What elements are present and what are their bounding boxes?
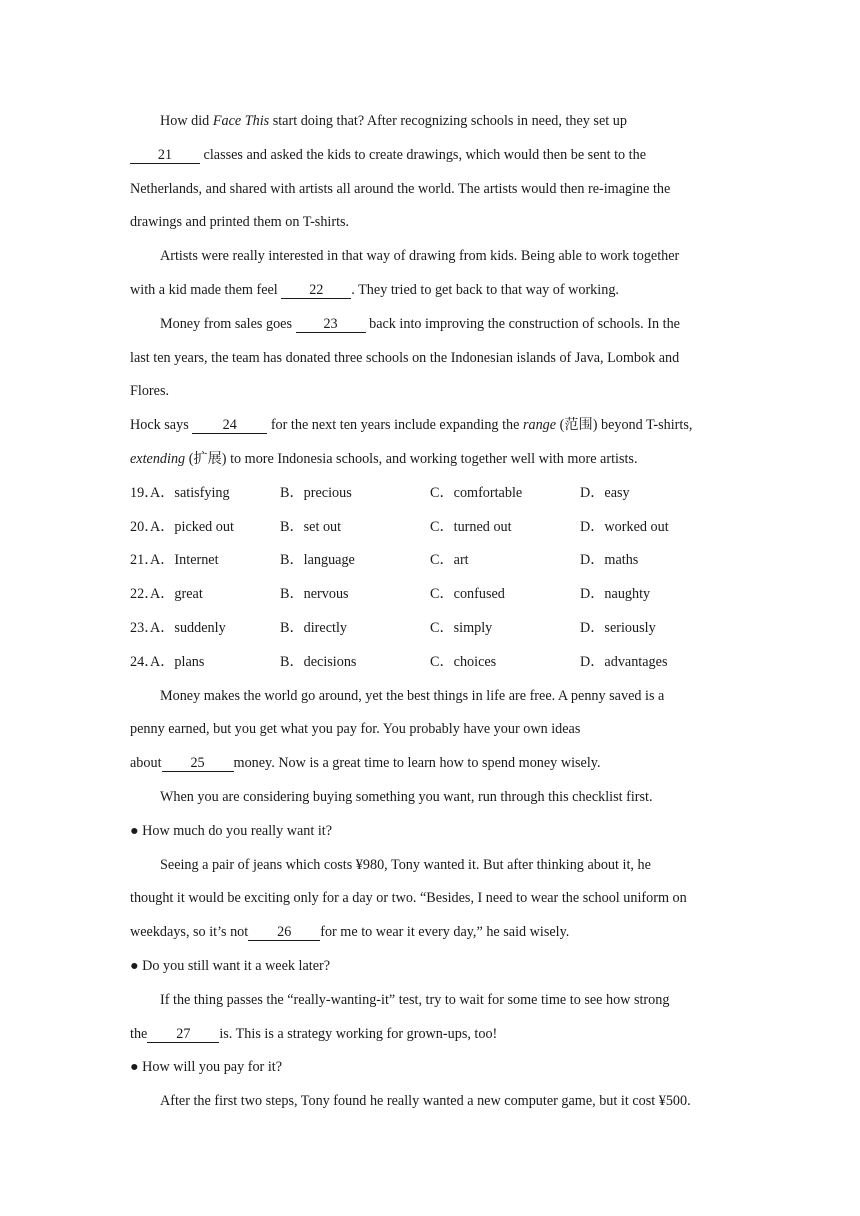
option-a: A．great bbox=[150, 586, 203, 603]
checklist-question: ● How will you pay for it? bbox=[130, 1059, 282, 1076]
question-options bbox=[130, 578, 730, 612]
checklist-question: ● How much do you really want it? bbox=[130, 822, 333, 839]
question-options bbox=[130, 612, 730, 646]
blank-21: 21 bbox=[130, 148, 200, 164]
document-page bbox=[130, 105, 730, 1119]
text-line: If the thing passes the “really-wanting-it” test, try to wait for some time to see how strong bbox=[160, 991, 670, 1008]
option-d: D．maths bbox=[580, 552, 639, 569]
text-line: Seeing a pair of jeans which costs ¥980, Tony wanted it. But after thinking about it, he bbox=[160, 856, 651, 873]
option-a: A．Internet bbox=[150, 552, 219, 569]
italic-text: extending bbox=[130, 450, 186, 467]
question-number: 24． bbox=[130, 653, 159, 670]
text: money. Now is a great time to learn how to spend money wisely. bbox=[233, 755, 601, 772]
text: (扩展) to more Indonesia schools, and working together well with more artists. bbox=[185, 450, 638, 467]
option-b: B．nervous bbox=[280, 586, 349, 603]
option-d: D．easy bbox=[580, 484, 630, 501]
option-c: C．art bbox=[430, 552, 469, 569]
blank-22: 22 bbox=[281, 283, 351, 299]
text-line: Artists were really interested in that way of drawing from kids. Being able to work together bbox=[160, 248, 680, 265]
text-line bbox=[130, 1018, 730, 1052]
option-a: A．suddenly bbox=[150, 619, 226, 636]
text: with a kid made them feel bbox=[130, 281, 282, 298]
option-b: B．precious bbox=[280, 484, 352, 501]
option-c: C．turned out bbox=[430, 518, 512, 535]
text-line bbox=[130, 308, 730, 342]
text-line: last ten years, the team has donated three schools on the Indonesian islands of Java, Lombok and bbox=[130, 349, 680, 366]
question-options bbox=[130, 646, 730, 680]
blank-26: 26 bbox=[248, 925, 320, 941]
option-a: A．plans bbox=[150, 653, 205, 670]
checklist-question: ● Do you still want it a week later? bbox=[130, 957, 331, 974]
text-line bbox=[130, 409, 730, 443]
option-c: C．choices bbox=[430, 653, 497, 670]
text-line bbox=[130, 274, 730, 308]
question-options bbox=[130, 544, 730, 578]
blank-25: 25 bbox=[162, 756, 234, 772]
blank-23: 23 bbox=[296, 317, 366, 333]
text-line: When you are considering buying something you want, run through this checklist first. bbox=[160, 788, 653, 805]
text: (范围) beyond T-shirts, bbox=[556, 417, 693, 434]
text-line: Money makes the world go around, yet the best things in life are free. A penny saved is a bbox=[160, 687, 665, 704]
option-b: B．set out bbox=[280, 518, 342, 535]
option-d: D．advantages bbox=[580, 653, 668, 670]
text-line bbox=[130, 916, 730, 950]
option-d: D．worked out bbox=[580, 518, 669, 535]
question-number: 23． bbox=[130, 619, 159, 636]
text: weekdays, so it’s not bbox=[130, 924, 249, 941]
text-line: penny earned, but you get what you pay for. You probably have your own ideas bbox=[130, 721, 581, 738]
text-line: After the first two steps, Tony found he really wanted a new computer game, but it cost ¥500. bbox=[160, 1093, 691, 1110]
text-line: thought it would be exciting only for a day or two. “Besides, I need to wear the school uniform on bbox=[130, 890, 687, 907]
text-line bbox=[130, 747, 730, 781]
text-line bbox=[130, 443, 730, 477]
option-a: A．picked out bbox=[150, 518, 234, 535]
text: . They tried to get back to that way of working. bbox=[351, 281, 619, 298]
text-line: Netherlands, and shared with artists all around the world. The artists would then re-imagine the bbox=[130, 180, 671, 197]
blank-24: 24 bbox=[192, 418, 267, 434]
option-d: D．naughty bbox=[580, 586, 651, 603]
text-line: Flores. bbox=[130, 383, 170, 400]
italic-text: range bbox=[522, 417, 557, 434]
question-options bbox=[130, 477, 730, 511]
question-number: 22． bbox=[130, 586, 159, 603]
option-b: B．decisions bbox=[280, 653, 357, 670]
text: Money from sales goes bbox=[160, 315, 296, 332]
option-c: C．simply bbox=[430, 619, 493, 636]
text: the bbox=[130, 1025, 148, 1042]
text: back into improving the construction of schools. In the bbox=[365, 315, 680, 332]
question-number: 19． bbox=[130, 484, 159, 501]
question-options bbox=[130, 511, 730, 545]
text: Hock says bbox=[130, 417, 193, 434]
text: for the next ten years include expanding the bbox=[267, 417, 523, 434]
option-c: C．comfortable bbox=[430, 484, 523, 501]
italic-text: Face This bbox=[212, 113, 270, 129]
option-d: D．seriously bbox=[580, 619, 656, 636]
question-number: 20． bbox=[130, 518, 159, 535]
text-line bbox=[130, 105, 730, 139]
option-c: C．confused bbox=[430, 586, 505, 603]
text-line bbox=[130, 139, 730, 173]
option-a: A．satisfying bbox=[150, 484, 230, 501]
blank-27: 27 bbox=[147, 1027, 219, 1043]
question-number: 21． bbox=[130, 552, 159, 569]
text: for me to wear it every day,” he said wisely. bbox=[320, 924, 570, 941]
text: about bbox=[130, 755, 162, 772]
option-b: B．directly bbox=[280, 619, 347, 636]
text: How did bbox=[160, 113, 213, 129]
option-b: B．language bbox=[280, 552, 355, 569]
text: start doing that? After recognizing schools in need, they set up bbox=[269, 113, 627, 129]
text: is. This is a strategy working for grown-ups, too! bbox=[219, 1025, 498, 1042]
text-line: drawings and printed them on T-shirts. bbox=[130, 214, 350, 231]
text: classes and asked the kids to create drawings, which would then be sent to the bbox=[200, 146, 646, 163]
